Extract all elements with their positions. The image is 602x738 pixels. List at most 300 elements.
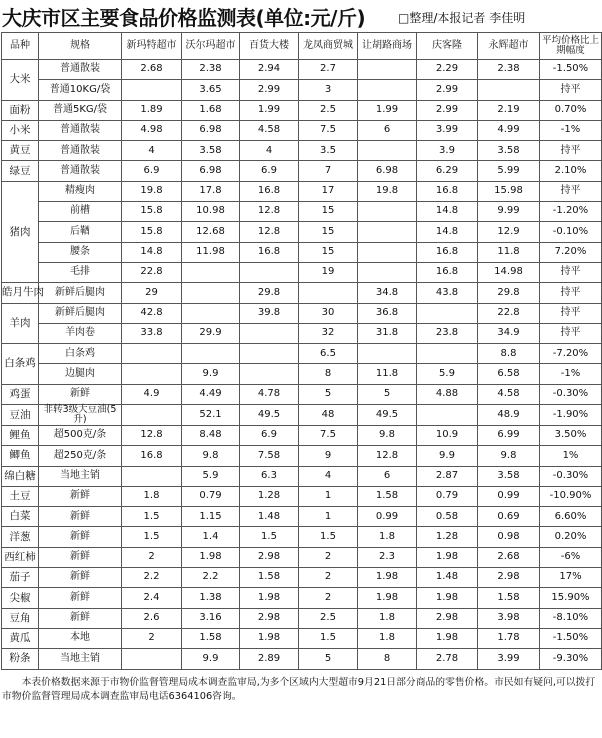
price-cell [122,80,182,100]
price-cell: 2 [299,568,358,588]
change-cell: 持平 [540,323,602,343]
price-cell: 31.8 [358,323,417,343]
category-cell: 尖椒 [2,588,39,608]
price-cell: 0.79 [417,486,478,506]
price-cell: 2.78 [417,649,478,669]
header-row [2,33,602,60]
change-cell: 持平 [540,141,602,161]
price-cell: 9.8 [478,446,540,466]
spec-cell: 普通散装 [39,60,122,80]
spec-cell: 普通散装 [39,120,122,140]
price-cell [182,303,240,323]
price-cell: 10.98 [182,202,240,222]
change-cell: 2.10% [540,161,602,181]
price-cell: 2.5 [299,608,358,628]
byline: □整理/本报记者 李佳明 [398,11,526,25]
category-cell: 羊肉 [2,303,39,344]
price-cell: 4.58 [478,384,540,404]
price-cell: 6 [358,466,417,486]
price-cell: 33.8 [122,323,182,343]
table-row [2,120,602,140]
price-cell: 2.2 [182,568,240,588]
header-cell: 让胡路商场 [358,33,417,60]
table-row [2,262,602,282]
category-cell: 豆油 [2,405,39,426]
price-cell: 4 [240,141,299,161]
spec-cell: 当地主销 [39,466,122,486]
price-cell: 0.69 [478,507,540,527]
price-cell: 29.8 [478,283,540,303]
price-cell: 1.89 [122,100,182,120]
price-cell: 1.58 [240,568,299,588]
category-cell: 豆角 [2,608,39,628]
price-cell: 7.5 [299,425,358,445]
price-cell: 4.9 [122,384,182,404]
price-cell: 1.68 [182,100,240,120]
price-cell: 6.9 [240,425,299,445]
price-cell: 1.99 [358,100,417,120]
table-row [2,608,602,628]
price-cell: 5.9 [182,466,240,486]
footnote: 本表价格数据来源于市物价监督管理局成本调查监审局,为多个区域内大型超市9月21日部分商品的零售价格。市民如有疑问,可以拨打市物价监督管理局成本调查监审局电话6364106咨询。 [2,676,596,702]
price-cell: 6.98 [182,120,240,140]
price-cell: 30 [299,303,358,323]
table-body [2,60,602,670]
table-row [2,344,602,364]
table-row [2,202,602,222]
price-cell: 2.98 [240,608,299,628]
category-cell: 鲤鱼 [2,425,39,445]
spec-cell: 新鲜 [39,588,122,608]
price-cell: 2.99 [240,80,299,100]
price-cell: 29 [122,283,182,303]
header-cell: 品种 [2,33,39,60]
change-cell: -1% [540,120,602,140]
price-cell: 1.99 [240,100,299,120]
category-cell: 土豆 [2,486,39,506]
spec-cell: 超250克/条 [39,446,122,466]
price-cell: 2.38 [182,60,240,80]
price-cell: 1 [299,507,358,527]
table-row [2,628,602,648]
price-cell [417,344,478,364]
price-cell: 15.8 [122,202,182,222]
price-cell: 2.68 [122,60,182,80]
price-cell: 36.8 [358,303,417,323]
price-cell: 1 [299,486,358,506]
price-cell: 14.8 [122,242,182,262]
price-cell: 15.8 [122,222,182,242]
price-cell: 11.8 [358,364,417,384]
price-cell: 1.58 [182,628,240,648]
change-cell: 3.50% [540,425,602,445]
spec-cell: 普通散装 [39,141,122,161]
table-row [2,364,602,384]
price-cell: 1.98 [358,588,417,608]
price-cell: 1.28 [240,486,299,506]
category-cell: 面粉 [2,100,39,120]
price-cell [182,283,240,303]
spec-cell: 普通5KG/袋 [39,100,122,120]
price-cell: 3.5 [299,141,358,161]
change-cell: -10.90% [540,486,602,506]
table-row [2,161,602,181]
table-row [2,242,602,262]
price-cell: 34.8 [358,283,417,303]
price-cell: 1.8 [358,527,417,547]
spec-cell: 超500克/条 [39,425,122,445]
price-cell: 15 [299,242,358,262]
price-cell: 1.38 [182,588,240,608]
category-cell: 洋葱 [2,527,39,547]
price-cell: 4.98 [122,120,182,140]
price-cell: 2.98 [417,608,478,628]
price-cell: 0.79 [182,486,240,506]
change-cell: -9.30% [540,649,602,669]
table-row [2,222,602,242]
spec-cell: 腰条 [39,242,122,262]
spec-cell: 毛排 [39,262,122,282]
price-cell [240,262,299,282]
spec-cell: 新鲜 [39,568,122,588]
change-cell: 15.90% [540,588,602,608]
price-cell [478,80,540,100]
change-cell: 1% [540,446,602,466]
price-cell: 1.5 [240,527,299,547]
price-cell: 3.99 [417,120,478,140]
price-cell [358,60,417,80]
price-cell: 1.5 [299,527,358,547]
price-cell: 0.58 [417,507,478,527]
price-cell: 1.78 [478,628,540,648]
price-cell: 22.8 [478,303,540,323]
table-row [2,527,602,547]
table-row [2,100,602,120]
price-cell: 2.98 [478,568,540,588]
spec-cell: 前槽 [39,202,122,222]
price-cell: 1.5 [299,628,358,648]
change-cell: 0.20% [540,527,602,547]
price-cell: 11.98 [182,242,240,262]
spec-cell: 普通10KG/袋 [39,80,122,100]
price-cell: 1.58 [358,486,417,506]
category-cell: 小米 [2,120,39,140]
price-cell: 16.8 [417,242,478,262]
price-cell: 11.8 [478,242,540,262]
price-cell: 32 [299,323,358,343]
price-cell [358,80,417,100]
price-cell: 12.8 [240,202,299,222]
price-cell: 1.48 [417,568,478,588]
change-cell: 持平 [540,262,602,282]
price-cell [182,262,240,282]
change-cell: -1.90% [540,405,602,426]
price-cell [122,649,182,669]
price-cell: 49.5 [240,405,299,426]
price-cell: 2.99 [417,80,478,100]
price-cell: 1.58 [478,588,540,608]
price-cell: 7.58 [240,446,299,466]
spec-cell: 新鲜 [39,547,122,567]
price-cell: 5.99 [478,161,540,181]
change-cell: 持平 [540,80,602,100]
price-cell: 5 [299,384,358,404]
header-cell: 庆客隆 [417,33,478,60]
table-row [2,466,602,486]
price-cell: 3.58 [478,466,540,486]
price-cell: 12.8 [240,222,299,242]
category-cell: 茄子 [2,568,39,588]
price-cell [358,262,417,282]
price-cell: 52.1 [182,405,240,426]
price-cell: 39.8 [240,303,299,323]
price-cell: 9.9 [182,364,240,384]
change-cell: 0.70% [540,100,602,120]
price-cell: 9.8 [182,446,240,466]
price-cell: 2.4 [122,588,182,608]
price-cell: 8 [299,364,358,384]
price-cell: 1.5 [122,507,182,527]
spec-cell: 非转3级大豆油(5升) [39,405,122,426]
spec-cell: 新鲜 [39,384,122,404]
price-cell: 6.9 [240,161,299,181]
price-cell: 1.5 [122,527,182,547]
header-cell: 永辉超市 [478,33,540,60]
category-cell: 鲫鱼 [2,446,39,466]
price-cell [240,323,299,343]
price-cell: 16.8 [240,181,299,201]
price-cell: 1.98 [358,568,417,588]
category-cell: 粉条 [2,649,39,669]
price-cell: 4 [299,466,358,486]
price-cell: 2.89 [240,649,299,669]
header-cell: 规格 [39,33,122,60]
price-cell: 1.98 [240,628,299,648]
table-row [2,181,602,201]
price-cell: 9.99 [478,202,540,222]
price-cell: 6.98 [182,161,240,181]
category-cell: 皓月牛肉 [2,283,39,303]
price-cell [122,405,182,426]
price-cell: 1.28 [417,527,478,547]
price-cell: 1.4 [182,527,240,547]
price-cell: 5 [358,384,417,404]
category-cell: 鸡蛋 [2,384,39,404]
price-cell: 12.9 [478,222,540,242]
price-cell [240,364,299,384]
spec-cell: 羊肉卷 [39,323,122,343]
table-row [2,486,602,506]
change-cell: 持平 [540,283,602,303]
price-cell: 16.8 [240,242,299,262]
spec-cell: 精瘦肉 [39,181,122,201]
price-cell: 29.9 [182,323,240,343]
price-cell: 3.9 [417,141,478,161]
header-cell: 新玛特超市 [122,33,182,60]
change-cell: 17% [540,568,602,588]
header-cell: 百货大楼 [240,33,299,60]
change-cell: -0.30% [540,384,602,404]
spec-cell: 边腿肉 [39,364,122,384]
price-cell: 34.9 [478,323,540,343]
price-cell: 2.19 [478,100,540,120]
price-cell: 19.8 [358,181,417,201]
price-cell: 1.98 [417,547,478,567]
price-cell: 16.8 [417,262,478,282]
category-cell: 黄瓜 [2,628,39,648]
price-cell: 8.48 [182,425,240,445]
price-cell [358,242,417,262]
price-cell: 1.8 [122,486,182,506]
price-cell: 1.48 [240,507,299,527]
change-cell: -1.20% [540,202,602,222]
price-cell: 0.99 [358,507,417,527]
price-cell: 1.98 [417,588,478,608]
change-cell: -1% [540,364,602,384]
price-cell: 4.49 [182,384,240,404]
table-row [2,547,602,567]
change-cell: -1.50% [540,60,602,80]
table-row [2,425,602,445]
price-cell: 2 [122,547,182,567]
price-cell: 48.9 [478,405,540,426]
price-cell [417,303,478,323]
price-cell: 23.8 [417,323,478,343]
price-cell: 10.9 [417,425,478,445]
price-cell: 14.8 [417,202,478,222]
price-cell: 2.2 [122,568,182,588]
change-cell: -7.20% [540,344,602,364]
price-cell: 22.8 [122,262,182,282]
spec-cell: 新鲜 [39,486,122,506]
price-cell [358,141,417,161]
price-cell: 6.3 [240,466,299,486]
price-cell: 0.98 [478,527,540,547]
price-cell: 3.58 [478,141,540,161]
price-cell: 12.68 [182,222,240,242]
price-cell: 5 [299,649,358,669]
spec-cell: 新鲜 [39,608,122,628]
table-row [2,405,602,426]
price-cell: 5.9 [417,364,478,384]
table-row [2,588,602,608]
price-cell: 1.8 [358,628,417,648]
spec-cell: 当地主销 [39,649,122,669]
price-cell: 29.8 [240,283,299,303]
price-cell: 4.78 [240,384,299,404]
price-cell: 7 [299,161,358,181]
page-title: 大庆市区主要食品价格监测表(单位:元/斤) [2,6,366,30]
category-cell: 白菜 [2,507,39,527]
price-cell: 19 [299,262,358,282]
price-cell: 12.8 [358,446,417,466]
price-cell: 3 [299,80,358,100]
price-cell: 2.68 [478,547,540,567]
price-cell: 1.15 [182,507,240,527]
change-cell: -0.10% [540,222,602,242]
change-cell: 持平 [540,181,602,201]
category-cell: 黄豆 [2,141,39,161]
spec-cell: 白条鸡 [39,344,122,364]
category-cell: 绿豆 [2,161,39,181]
spec-cell: 新鲜后腿肉 [39,303,122,323]
price-cell [417,405,478,426]
table-row [2,283,602,303]
price-cell: 42.8 [122,303,182,323]
price-cell: 49.5 [358,405,417,426]
price-cell: 4.88 [417,384,478,404]
price-cell [122,364,182,384]
price-cell [358,222,417,242]
price-cell [299,283,358,303]
spec-cell: 后鞧 [39,222,122,242]
price-cell: 17 [299,181,358,201]
table-row [2,384,602,404]
price-cell: 7.5 [299,120,358,140]
price-cell: 19.8 [122,181,182,201]
price-cell: 9.8 [358,425,417,445]
price-cell: 2.94 [240,60,299,80]
price-cell: 43.8 [417,283,478,303]
price-cell: 6.58 [478,364,540,384]
price-cell [122,344,182,364]
price-cell: 9.9 [417,446,478,466]
price-cell: 9 [299,446,358,466]
price-cell: 4.58 [240,120,299,140]
price-cell: 14.98 [478,262,540,282]
category-cell: 绵白糖 [2,466,39,486]
table-row [2,60,602,80]
price-cell: 6.9 [122,161,182,181]
price-cell: 3.99 [478,649,540,669]
price-cell: 8 [358,649,417,669]
change-cell: 6.60% [540,507,602,527]
table-row [2,323,602,343]
change-cell: 7.20% [540,242,602,262]
price-cell: 4.99 [478,120,540,140]
price-cell [358,202,417,222]
category-cell: 猪肉 [2,181,39,282]
table-row [2,568,602,588]
spec-cell: 普通散装 [39,161,122,181]
table-row [2,649,602,669]
price-cell: 16.8 [122,446,182,466]
category-cell: 西红柿 [2,547,39,567]
price-cell: 3.58 [182,141,240,161]
price-cell: 1.98 [240,588,299,608]
change-cell: -8.10% [540,608,602,628]
change-cell: -1.50% [540,628,602,648]
price-cell: 9.9 [182,649,240,669]
price-cell: 15 [299,222,358,242]
price-cell: 2 [299,588,358,608]
change-cell: -0.30% [540,466,602,486]
header-cell: 平均价格比上期幅度 [540,33,602,60]
price-cell: 8.8 [478,344,540,364]
category-cell: 大米 [2,60,39,101]
price-cell: 2.87 [417,466,478,486]
price-cell: 48 [299,405,358,426]
price-cell: 4 [122,141,182,161]
price-cell [358,344,417,364]
spec-cell: 新鲜 [39,507,122,527]
category-cell: 白条鸡 [2,344,39,385]
price-table [1,32,602,670]
header-cell: 龙凤商贸城 [299,33,358,60]
price-cell [182,344,240,364]
price-cell: 0.99 [478,486,540,506]
change-cell: 持平 [540,303,602,323]
